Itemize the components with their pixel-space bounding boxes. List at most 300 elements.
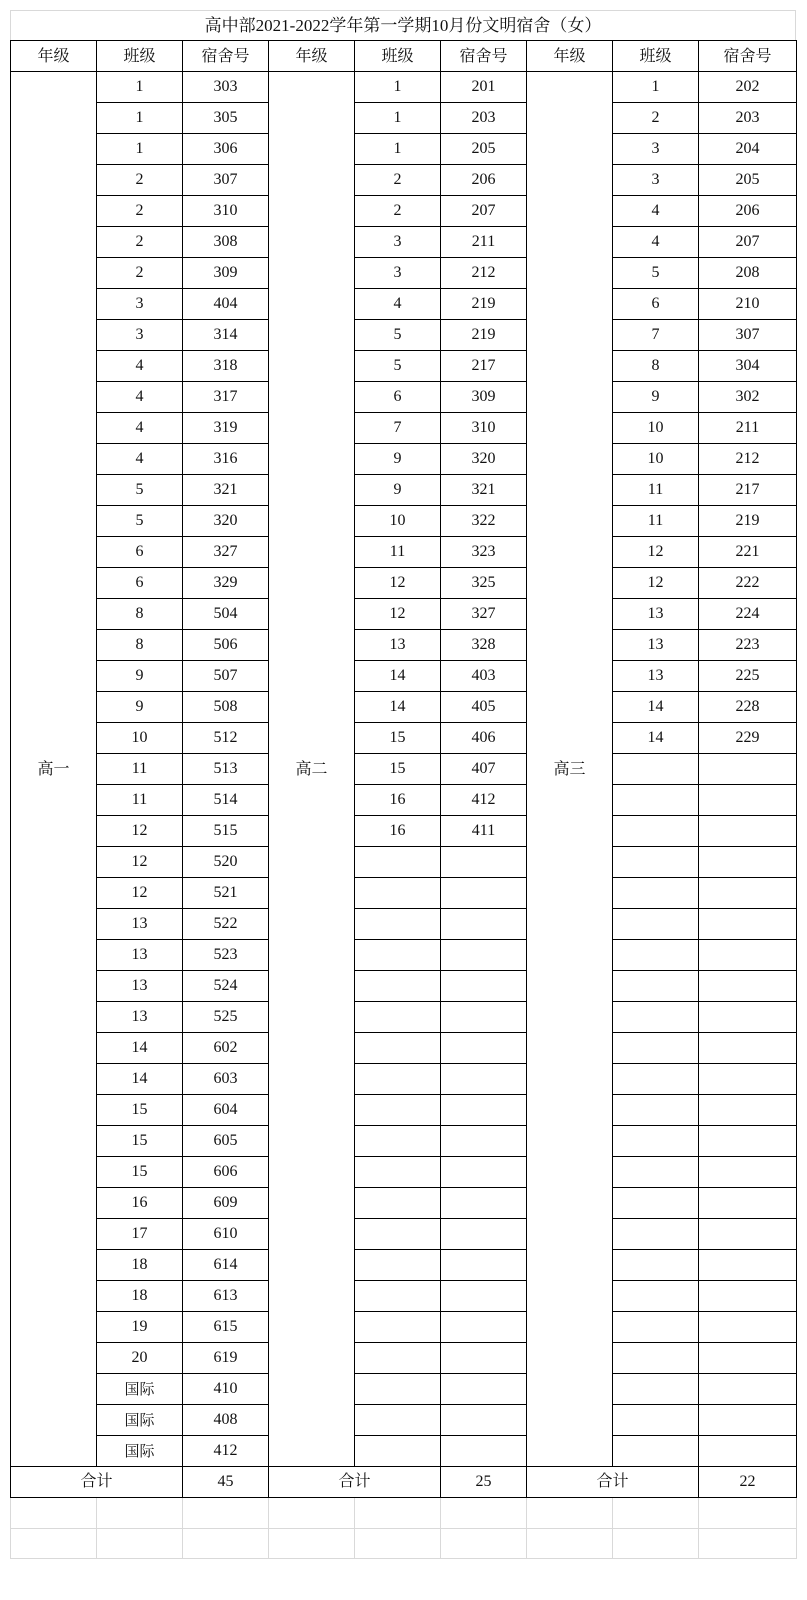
dorm-cell: 508 bbox=[183, 692, 269, 723]
empty-dorm-cell bbox=[699, 1219, 797, 1250]
dorm-cell: 609 bbox=[183, 1188, 269, 1219]
dorm-cell: 212 bbox=[441, 258, 527, 289]
empty-dorm-cell bbox=[699, 1064, 797, 1095]
header-class-1: 班级 bbox=[97, 41, 183, 72]
dorm-table bbox=[10, 40, 797, 1498]
class-cell: 国际 bbox=[97, 1374, 183, 1405]
empty-class-cell bbox=[355, 1033, 441, 1064]
class-cell: 2 bbox=[97, 196, 183, 227]
table-row bbox=[11, 289, 797, 320]
class-cell: 2 bbox=[355, 165, 441, 196]
empty-class-cell bbox=[613, 940, 699, 971]
dorm-cell: 308 bbox=[183, 227, 269, 258]
class-cell: 17 bbox=[97, 1219, 183, 1250]
class-cell: 5 bbox=[613, 258, 699, 289]
table-row bbox=[11, 1002, 797, 1033]
class-cell: 1 bbox=[97, 103, 183, 134]
class-cell: 18 bbox=[97, 1250, 183, 1281]
empty-dorm-cell bbox=[441, 971, 527, 1002]
table-row bbox=[11, 1405, 797, 1436]
empty-dorm-cell bbox=[441, 1095, 527, 1126]
dorm-cell: 405 bbox=[441, 692, 527, 723]
class-cell: 13 bbox=[613, 599, 699, 630]
empty-cell[interactable] bbox=[613, 1498, 699, 1528]
table-row bbox=[11, 351, 797, 382]
table-row bbox=[11, 568, 797, 599]
table-row bbox=[11, 1250, 797, 1281]
empty-dorm-cell bbox=[441, 1312, 527, 1343]
class-cell: 13 bbox=[355, 630, 441, 661]
dorm-cell: 614 bbox=[183, 1250, 269, 1281]
empty-class-cell bbox=[355, 1219, 441, 1250]
class-cell: 14 bbox=[613, 723, 699, 754]
empty-class-cell bbox=[613, 1219, 699, 1250]
class-cell: 国际 bbox=[97, 1436, 183, 1467]
total-value-2: 25 bbox=[441, 1467, 527, 1498]
dorm-cell: 318 bbox=[183, 351, 269, 382]
empty-dorm-cell bbox=[699, 909, 797, 940]
header-grade-1: 年级 bbox=[11, 41, 97, 72]
total-label-1: 合计 bbox=[11, 1467, 183, 1498]
class-cell: 14 bbox=[355, 661, 441, 692]
header-dorm-2: 宿舍号 bbox=[441, 41, 527, 72]
empty-class-cell bbox=[355, 1126, 441, 1157]
table-row bbox=[11, 1126, 797, 1157]
empty-dorm-cell bbox=[699, 1312, 797, 1343]
empty-dorm-cell bbox=[699, 971, 797, 1002]
dorm-cell: 320 bbox=[441, 444, 527, 475]
dorm-cell: 208 bbox=[699, 258, 797, 289]
table-row bbox=[11, 940, 797, 971]
dorm-cell: 206 bbox=[699, 196, 797, 227]
dorm-cell: 521 bbox=[183, 878, 269, 909]
table-row bbox=[11, 1064, 797, 1095]
dorm-cell: 504 bbox=[183, 599, 269, 630]
class-cell: 14 bbox=[97, 1064, 183, 1095]
dorm-cell: 412 bbox=[441, 785, 527, 816]
empty-class-cell bbox=[355, 1064, 441, 1095]
class-cell: 1 bbox=[97, 72, 183, 103]
dorm-cell: 604 bbox=[183, 1095, 269, 1126]
class-cell: 1 bbox=[97, 134, 183, 165]
class-cell: 1 bbox=[355, 134, 441, 165]
dorm-cell: 217 bbox=[699, 475, 797, 506]
table-row bbox=[11, 599, 797, 630]
dorm-cell: 525 bbox=[183, 1002, 269, 1033]
empty-class-cell bbox=[613, 1312, 699, 1343]
table-row bbox=[11, 878, 797, 909]
empty-dorm-cell bbox=[441, 1126, 527, 1157]
table-row bbox=[11, 1095, 797, 1126]
empty-dorm-cell bbox=[699, 1250, 797, 1281]
table-row bbox=[11, 1219, 797, 1250]
empty-dorm-cell bbox=[699, 1436, 797, 1467]
dorm-cell: 212 bbox=[699, 444, 797, 475]
class-cell: 16 bbox=[355, 785, 441, 816]
class-cell: 12 bbox=[613, 537, 699, 568]
dorm-cell: 310 bbox=[183, 196, 269, 227]
empty-class-cell bbox=[355, 971, 441, 1002]
class-cell: 8 bbox=[97, 599, 183, 630]
empty-class-cell bbox=[613, 1374, 699, 1405]
header-class-3: 班级 bbox=[613, 41, 699, 72]
empty-dorm-cell bbox=[441, 940, 527, 971]
empty-class-cell bbox=[355, 940, 441, 971]
dorm-cell: 403 bbox=[441, 661, 527, 692]
class-cell: 1 bbox=[355, 72, 441, 103]
empty-row bbox=[11, 1498, 797, 1528]
dorm-cell: 619 bbox=[183, 1343, 269, 1374]
empty-class-cell bbox=[355, 909, 441, 940]
class-cell: 12 bbox=[613, 568, 699, 599]
total-label-3: 合计 bbox=[527, 1467, 699, 1498]
dorm-cell: 225 bbox=[699, 661, 797, 692]
class-cell: 9 bbox=[613, 382, 699, 413]
table-row bbox=[11, 754, 797, 785]
class-cell: 14 bbox=[97, 1033, 183, 1064]
table-row bbox=[11, 134, 797, 165]
empty-class-cell bbox=[613, 1033, 699, 1064]
empty-class-cell bbox=[613, 1250, 699, 1281]
empty-cell[interactable] bbox=[97, 1498, 183, 1528]
empty-dorm-cell bbox=[441, 1064, 527, 1095]
total-label-2: 合计 bbox=[269, 1467, 441, 1498]
class-cell: 3 bbox=[355, 227, 441, 258]
class-cell: 13 bbox=[97, 909, 183, 940]
dorm-cell: 201 bbox=[441, 72, 527, 103]
empty-class-cell bbox=[613, 1188, 699, 1219]
class-cell: 2 bbox=[97, 227, 183, 258]
dorm-cell: 307 bbox=[699, 320, 797, 351]
dorm-cell: 406 bbox=[441, 723, 527, 754]
class-cell: 6 bbox=[613, 289, 699, 320]
class-cell: 7 bbox=[355, 413, 441, 444]
empty-class-cell bbox=[613, 1002, 699, 1033]
dorm-cell: 309 bbox=[441, 382, 527, 413]
empty-dorm-cell bbox=[699, 754, 797, 785]
empty-class-cell bbox=[355, 1343, 441, 1374]
dorm-cell: 606 bbox=[183, 1157, 269, 1188]
total-value-3: 22 bbox=[699, 1467, 797, 1498]
empty-dorm-cell bbox=[699, 785, 797, 816]
empty-dorm-cell bbox=[699, 1095, 797, 1126]
empty-class-cell bbox=[613, 816, 699, 847]
empty-dorm-cell bbox=[441, 1188, 527, 1219]
table-row bbox=[11, 258, 797, 289]
class-cell: 9 bbox=[97, 661, 183, 692]
class-cell: 18 bbox=[97, 1281, 183, 1312]
class-cell: 2 bbox=[97, 165, 183, 196]
dorm-cell: 303 bbox=[183, 72, 269, 103]
class-cell: 4 bbox=[97, 351, 183, 382]
empty-dorm-cell bbox=[699, 1188, 797, 1219]
dorm-cell: 206 bbox=[441, 165, 527, 196]
class-cell: 3 bbox=[97, 320, 183, 351]
dorm-cell: 319 bbox=[183, 413, 269, 444]
dorm-cell: 228 bbox=[699, 692, 797, 723]
dorm-cell: 219 bbox=[441, 289, 527, 320]
dorm-cell: 219 bbox=[441, 320, 527, 351]
empty-class-cell bbox=[613, 785, 699, 816]
empty-dorm-cell bbox=[441, 847, 527, 878]
dorm-cell: 320 bbox=[183, 506, 269, 537]
empty-dorm-cell bbox=[441, 1405, 527, 1436]
dorm-cell: 211 bbox=[441, 227, 527, 258]
dorm-cell: 307 bbox=[183, 165, 269, 196]
empty-cell[interactable] bbox=[699, 1498, 797, 1528]
class-cell: 16 bbox=[97, 1188, 183, 1219]
dorm-cell: 205 bbox=[441, 134, 527, 165]
dorm-cell: 306 bbox=[183, 134, 269, 165]
dorm-cell: 219 bbox=[699, 506, 797, 537]
empty-dorm-cell bbox=[441, 1157, 527, 1188]
empty-dorm-cell bbox=[441, 1250, 527, 1281]
empty-cell[interactable] bbox=[269, 1528, 355, 1558]
class-cell: 4 bbox=[355, 289, 441, 320]
class-cell: 2 bbox=[613, 103, 699, 134]
table-row bbox=[11, 847, 797, 878]
empty-row bbox=[11, 1528, 797, 1558]
empty-class-cell bbox=[355, 1436, 441, 1467]
class-cell: 6 bbox=[97, 568, 183, 599]
dorm-cell: 327 bbox=[183, 537, 269, 568]
dorm-cell: 203 bbox=[699, 103, 797, 134]
dorm-cell: 610 bbox=[183, 1219, 269, 1250]
class-cell: 15 bbox=[355, 723, 441, 754]
class-cell: 13 bbox=[97, 971, 183, 1002]
empty-dorm-cell bbox=[699, 1002, 797, 1033]
dorm-cell: 327 bbox=[441, 599, 527, 630]
dorm-cell: 210 bbox=[699, 289, 797, 320]
dorm-cell: 202 bbox=[699, 72, 797, 103]
dorm-cell: 223 bbox=[699, 630, 797, 661]
total-row bbox=[11, 1467, 797, 1498]
class-cell: 4 bbox=[97, 413, 183, 444]
empty-class-cell bbox=[355, 1188, 441, 1219]
dorm-cell: 322 bbox=[441, 506, 527, 537]
empty-dorm-cell bbox=[441, 909, 527, 940]
table-row bbox=[11, 537, 797, 568]
dorm-cell: 520 bbox=[183, 847, 269, 878]
class-cell: 12 bbox=[355, 599, 441, 630]
table-row bbox=[11, 785, 797, 816]
empty-cell[interactable] bbox=[527, 1528, 613, 1558]
dorm-cell: 615 bbox=[183, 1312, 269, 1343]
dorm-cell: 325 bbox=[441, 568, 527, 599]
dorm-cell: 221 bbox=[699, 537, 797, 568]
dorm-cell: 411 bbox=[441, 816, 527, 847]
dorm-cell: 316 bbox=[183, 444, 269, 475]
dorm-cell: 205 bbox=[699, 165, 797, 196]
empty-class-cell bbox=[613, 1095, 699, 1126]
class-cell: 10 bbox=[97, 723, 183, 754]
empty-dorm-cell bbox=[441, 1002, 527, 1033]
dorm-cell: 507 bbox=[183, 661, 269, 692]
table-row bbox=[11, 1374, 797, 1405]
grade-cell: 高二 bbox=[269, 72, 355, 1467]
table-row bbox=[11, 444, 797, 475]
table-row bbox=[11, 227, 797, 258]
class-cell: 5 bbox=[355, 320, 441, 351]
empty-class-cell bbox=[613, 847, 699, 878]
class-cell: 14 bbox=[355, 692, 441, 723]
empty-dorm-cell bbox=[699, 1157, 797, 1188]
empty-class-cell bbox=[355, 847, 441, 878]
class-cell: 6 bbox=[97, 537, 183, 568]
empty-class-cell bbox=[613, 971, 699, 1002]
empty-class-cell bbox=[613, 909, 699, 940]
dorm-cell: 613 bbox=[183, 1281, 269, 1312]
dorm-cell: 412 bbox=[183, 1436, 269, 1467]
header-class-2: 班级 bbox=[355, 41, 441, 72]
dorm-cell: 329 bbox=[183, 568, 269, 599]
grade-cell: 高三 bbox=[527, 72, 613, 1467]
class-cell: 4 bbox=[613, 227, 699, 258]
empty-dorm-cell bbox=[441, 878, 527, 909]
empty-cell[interactable] bbox=[183, 1498, 269, 1528]
empty-class-cell bbox=[613, 878, 699, 909]
empty-cell[interactable] bbox=[441, 1498, 527, 1528]
empty-cell[interactable] bbox=[527, 1498, 613, 1528]
class-cell: 9 bbox=[355, 475, 441, 506]
class-cell: 19 bbox=[97, 1312, 183, 1343]
dorm-cell: 603 bbox=[183, 1064, 269, 1095]
empty-cell[interactable] bbox=[441, 1528, 527, 1558]
class-cell: 3 bbox=[97, 289, 183, 320]
empty-cell[interactable] bbox=[11, 1498, 97, 1528]
empty-class-cell bbox=[355, 1281, 441, 1312]
empty-cell[interactable] bbox=[355, 1528, 441, 1558]
empty-cell[interactable] bbox=[269, 1498, 355, 1528]
class-cell: 9 bbox=[97, 692, 183, 723]
table-row bbox=[11, 1343, 797, 1374]
dorm-cell: 407 bbox=[441, 754, 527, 785]
empty-class-cell bbox=[613, 1343, 699, 1374]
table-row bbox=[11, 971, 797, 1002]
empty-cell[interactable] bbox=[355, 1498, 441, 1528]
dorm-cell: 309 bbox=[183, 258, 269, 289]
class-cell: 11 bbox=[97, 785, 183, 816]
empty-class-cell bbox=[613, 1157, 699, 1188]
dorm-cell: 207 bbox=[441, 196, 527, 227]
class-cell: 12 bbox=[97, 878, 183, 909]
class-cell: 8 bbox=[613, 351, 699, 382]
empty-class-cell bbox=[355, 878, 441, 909]
class-cell: 11 bbox=[613, 506, 699, 537]
dorm-cell: 605 bbox=[183, 1126, 269, 1157]
table-row bbox=[11, 475, 797, 506]
table-row bbox=[11, 816, 797, 847]
dorm-cell: 522 bbox=[183, 909, 269, 940]
class-cell: 8 bbox=[97, 630, 183, 661]
class-cell: 5 bbox=[97, 506, 183, 537]
class-cell: 2 bbox=[355, 196, 441, 227]
dorm-cell: 410 bbox=[183, 1374, 269, 1405]
empty-class-cell bbox=[355, 1157, 441, 1188]
empty-class-cell bbox=[613, 754, 699, 785]
empty-dorm-cell bbox=[441, 1033, 527, 1064]
empty-dorm-cell bbox=[699, 1343, 797, 1374]
class-cell: 11 bbox=[613, 475, 699, 506]
class-cell: 15 bbox=[97, 1157, 183, 1188]
class-cell: 13 bbox=[613, 661, 699, 692]
dorm-cell: 211 bbox=[699, 413, 797, 444]
class-cell: 13 bbox=[613, 630, 699, 661]
class-cell: 14 bbox=[613, 692, 699, 723]
empty-dorm-cell bbox=[441, 1343, 527, 1374]
empty-cell[interactable] bbox=[11, 1528, 97, 1558]
empty-dorm-cell bbox=[699, 1126, 797, 1157]
class-cell: 5 bbox=[355, 351, 441, 382]
dorm-cell: 304 bbox=[699, 351, 797, 382]
dorm-cell: 512 bbox=[183, 723, 269, 754]
class-cell: 4 bbox=[97, 382, 183, 413]
table-row bbox=[11, 413, 797, 444]
table-row bbox=[11, 1281, 797, 1312]
empty-dorm-cell bbox=[699, 1281, 797, 1312]
dorm-cell: 302 bbox=[699, 382, 797, 413]
empty-dorm-cell bbox=[441, 1281, 527, 1312]
empty-cell[interactable] bbox=[699, 1528, 797, 1558]
empty-class-cell bbox=[613, 1126, 699, 1157]
class-cell: 10 bbox=[613, 413, 699, 444]
header-dorm-3: 宿舍号 bbox=[699, 41, 797, 72]
dorm-cell: 310 bbox=[441, 413, 527, 444]
empty-dorm-cell bbox=[699, 847, 797, 878]
table-row bbox=[11, 1312, 797, 1343]
empty-class-cell bbox=[355, 1405, 441, 1436]
table-row bbox=[11, 103, 797, 134]
empty-class-cell bbox=[613, 1281, 699, 1312]
empty-class-cell bbox=[355, 1374, 441, 1405]
dorm-cell: 328 bbox=[441, 630, 527, 661]
table-row bbox=[11, 661, 797, 692]
empty-dorm-cell bbox=[699, 1033, 797, 1064]
dorm-cell: 321 bbox=[441, 475, 527, 506]
dorm-cell: 506 bbox=[183, 630, 269, 661]
dorm-cell: 323 bbox=[441, 537, 527, 568]
class-cell: 3 bbox=[613, 134, 699, 165]
class-cell: 9 bbox=[355, 444, 441, 475]
dorm-cell: 513 bbox=[183, 754, 269, 785]
dorm-cell: 317 bbox=[183, 382, 269, 413]
dorm-cell: 204 bbox=[699, 134, 797, 165]
empty-class-cell bbox=[613, 1436, 699, 1467]
empty-spreadsheet-rows bbox=[10, 1498, 797, 1559]
dorm-cell: 203 bbox=[441, 103, 527, 134]
grade-cell: 高一 bbox=[11, 72, 97, 1467]
class-cell: 13 bbox=[97, 940, 183, 971]
header-dorm-1: 宿舍号 bbox=[183, 41, 269, 72]
class-cell: 4 bbox=[613, 196, 699, 227]
class-cell: 10 bbox=[613, 444, 699, 475]
class-cell: 11 bbox=[97, 754, 183, 785]
total-value-1: 45 bbox=[183, 1467, 269, 1498]
class-cell: 1 bbox=[613, 72, 699, 103]
table-row bbox=[11, 723, 797, 754]
class-cell: 5 bbox=[97, 475, 183, 506]
empty-cell[interactable] bbox=[97, 1528, 183, 1558]
table-row bbox=[11, 506, 797, 537]
dorm-cell: 523 bbox=[183, 940, 269, 971]
spreadsheet bbox=[10, 10, 796, 1559]
dorm-cell: 305 bbox=[183, 103, 269, 134]
empty-cell[interactable] bbox=[613, 1528, 699, 1558]
class-cell: 10 bbox=[355, 506, 441, 537]
header-grade-2: 年级 bbox=[269, 41, 355, 72]
empty-cell[interactable] bbox=[183, 1528, 269, 1558]
class-cell: 12 bbox=[97, 847, 183, 878]
